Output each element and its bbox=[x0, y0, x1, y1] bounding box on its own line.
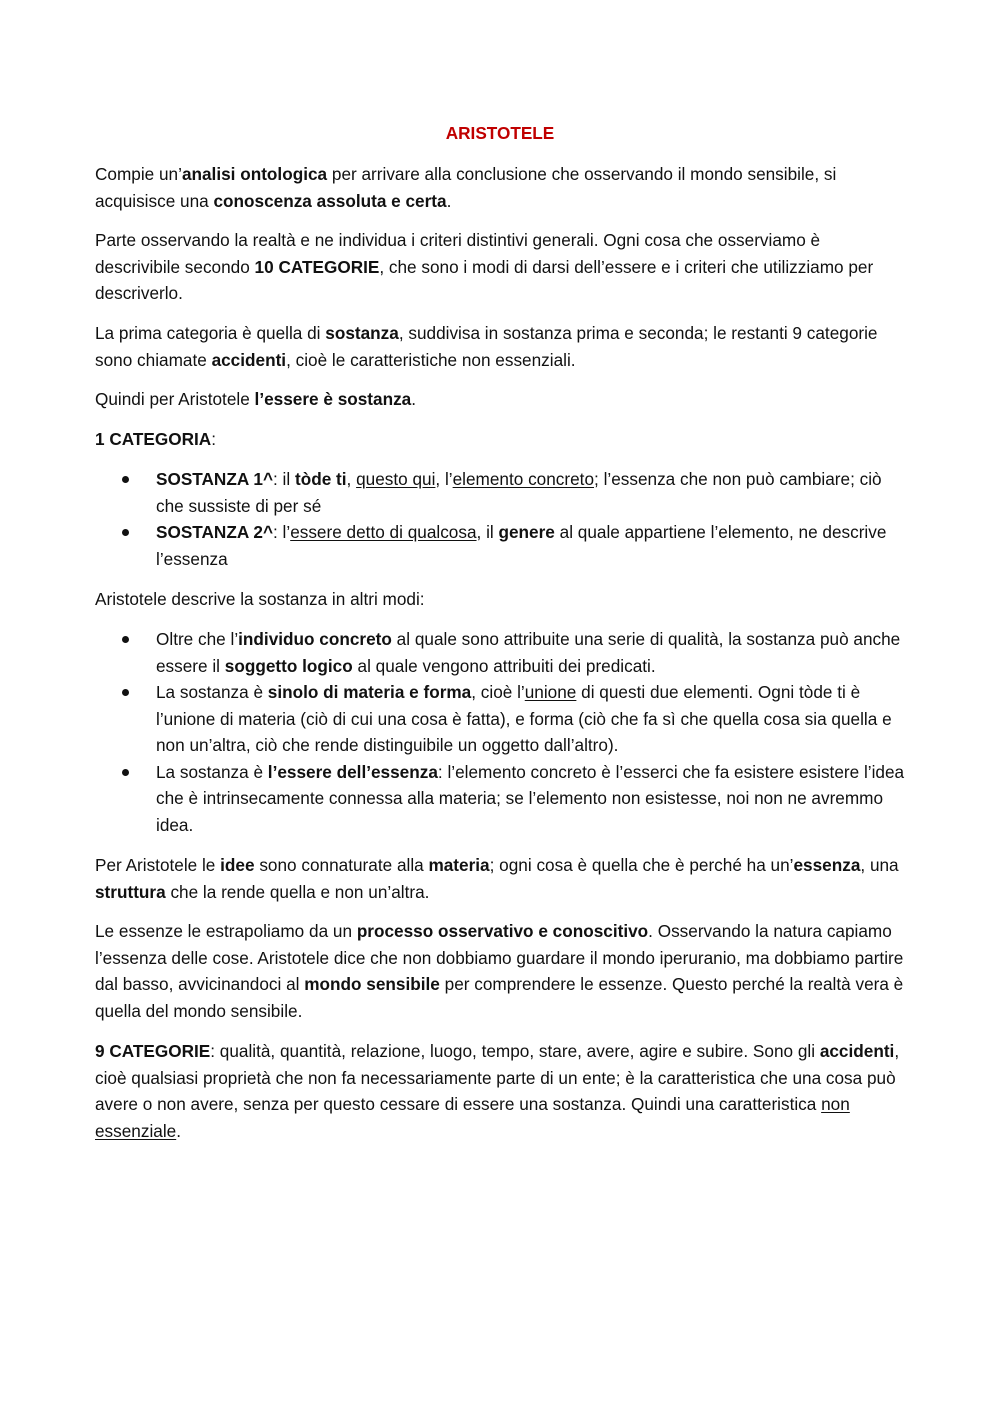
paragraph-categories: Parte osservando la realtà e ne individua i criteri distintivi generali. Ogni cosa che osserviamo è descrivibile secondo 10 CATEGORIE, che sono i modi di darsi dell’essere e i criteri che utilizziamo per descriverlo. bbox=[95, 230, 874, 303]
list-sostanza bbox=[95, 466, 905, 572]
bullet-icon bbox=[122, 769, 129, 776]
paragraph-intro: Compie un’analisi ontologica per arrivare alla conclusione che osservando il mondo sensibile, si acquisisce una conoscenza assoluta e certa. bbox=[95, 164, 837, 211]
bullet-icon bbox=[122, 476, 129, 483]
document-title: ARISTOTELE bbox=[445, 123, 555, 143]
list-item: La sostanza è sinolo di materia e forma, cioè l’unione di questi due elementi. Ogni tòde ti è l’unione di materia (ciò di cui una cosa è fatta), e forma (ciò che fa sì che quella cosa sia quella e non un’altra, ciò che rende distinguibile un oggetto dall’altro). bbox=[95, 679, 905, 759]
paragraph-essenze: Le essenze le estrapoliamo da un processo osservativo e conoscitivo. Osservando la natura capiamo l’essenza delle cose. Aristotele dice che non dobbiamo guardare il mondo iperuranio, ma dobbiamo partire dal basso, avvicinandoci al mondo sensibile per comprendere le essenze. Questo perché la realtà vera è quella del mondo sensibile. bbox=[95, 921, 904, 1021]
heading-1-categoria: 1 CATEGORIA: bbox=[95, 429, 216, 449]
list-item: SOSTANZA 1^: il tòde ti, questo qui, l’elemento concreto; l’essenza che non può cambiare; ciò che sussiste di per sé bbox=[95, 466, 905, 519]
list-item: SOSTANZA 2^: l’essere detto di qualcosa, il genere al quale appartiene l’elemento, ne descrive l’essenza bbox=[95, 519, 905, 572]
paragraph-idee-materia: Per Aristotele le idee sono connaturate alla materia; ogni cosa è quella che è perché ha un’essenza, una struttura che la rende quella e non un’altra. bbox=[95, 855, 899, 902]
bullet-icon bbox=[122, 529, 129, 536]
bullet-icon bbox=[122, 689, 129, 696]
bullet-icon bbox=[122, 636, 129, 643]
paragraph-9-categorie: 9 CATEGORIE: qualità, quantità, relazione, luogo, tempo, stare, avere, agire e subire. Sono gli accidenti, cioè qualsiasi proprietà che non fa necessariamente parte di un ente; è la caratteristica che una cosa può avere o non avere, senza per questo cessare di essere una sostanza. Quindi una caratteristica non essenziale. bbox=[95, 1041, 900, 1141]
list-item: La sostanza è l’essere dell’essenza: l’elemento concreto è l’esserci che fa esistere esistere l’idea che è intrinsecamente connessa alla materia; se l’elemento non esistesse, noi non ne avremmo idea. bbox=[95, 759, 905, 839]
list-altri-modi bbox=[95, 626, 905, 838]
paragraph-first-category: La prima categoria è quella di sostanza, suddivisa in sostanza prima e seconda; le restanti 9 categorie sono chiamate accidenti, cioè le caratteristiche non essenziali. bbox=[95, 323, 878, 370]
paragraph-altri-modi: Aristotele descrive la sostanza in altri modi: bbox=[95, 589, 425, 609]
paragraph-essere-sostanza: Quindi per Aristotele l’essere è sostanza. bbox=[95, 389, 417, 409]
list-item: Oltre che l’individuo concreto al quale sono attribuite una serie di qualità, la sostanza può anche essere il soggetto logico al quale vengono attribuiti dei predicati. bbox=[95, 626, 905, 679]
